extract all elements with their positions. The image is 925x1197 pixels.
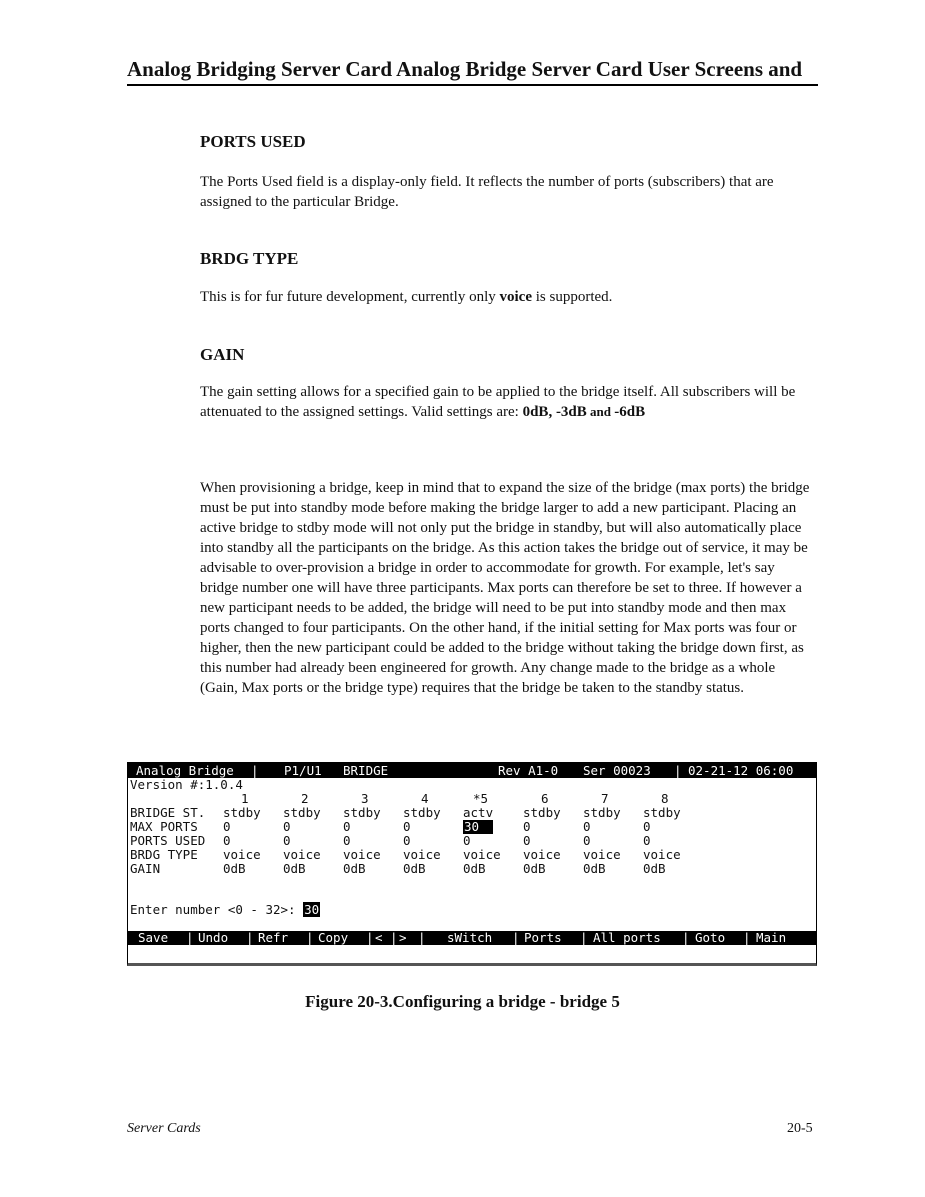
grid-cell: 0dB [523,861,546,876]
terminal-screen [127,762,817,966]
paragraph-brdg-type [200,287,612,307]
menu-item-prev[interactable]: < [375,930,383,945]
grid-cell: stdby [223,805,261,820]
gain-sep-1: , [548,404,556,420]
title-sep-1: | [251,763,259,778]
brdg-text-2: is supported. [532,289,613,305]
grid-cell: voice [523,847,561,862]
grid-cell: 0 [343,833,351,848]
terminal-version: Version #:1.0.4 [130,777,243,792]
grid-cell: stdby [283,805,321,820]
heading-brdg-type: BRDG TYPE [200,249,299,268]
grid-cell: 0dB [283,861,306,876]
title-rev: Rev A1-0 [498,763,559,778]
row-label: MAX PORTS [130,819,198,834]
menu-separator: | [580,930,588,945]
grid-cell: 0 [643,833,651,848]
menu-separator: | [186,930,194,945]
header-rule [127,84,818,86]
paragraph-ports-used: The Ports Used field is a display-only field. It reflects the number of ports (subscribers) that are assigned to the particular Bridge. [200,174,774,210]
menu-separator: | [682,930,690,945]
column-header-8: 8 [661,791,669,806]
grid-cell: 0 [583,833,591,848]
heading-ports-used: PORTS USED [200,132,306,151]
column-header-1: 1 [241,791,249,806]
grid-cell: 0dB [343,861,366,876]
grid-cell: stdby [343,805,381,820]
title-slot: P1/U1 [284,763,322,778]
menu-separator: | [743,930,751,945]
gain-6db: -6dB [614,404,646,420]
brdg-text-1: This is for fur future development, currently only [200,289,500,305]
menu-separator: | [390,930,398,945]
menu-separator: | [512,930,520,945]
column-header-2: 2 [301,791,309,806]
grid-cell: 0 [403,819,411,834]
grid-cell: 0dB [643,861,666,876]
paragraph-gain [200,382,815,422]
heading-gain: GAIN [200,345,245,364]
grid-cell: 0 [583,819,591,834]
grid-cell: 0 [643,819,651,834]
menu-separator: | [306,930,314,945]
title-ser: Ser 00023 [583,763,651,778]
grid-cell: 0dB [583,861,606,876]
row-label: GAIN [130,861,161,876]
grid-cell: voice [583,847,621,862]
menu-separator: | [246,930,254,945]
grid-cell: 0dB [223,861,246,876]
menu-item-switch[interactable]: sWitch [447,930,493,945]
gain-0db: 0dB [522,404,549,420]
menu-item-save[interactable]: Save [138,930,169,945]
grid-cell: 0 [223,819,231,834]
prompt-text: Enter number <0 - 32>: [130,902,296,917]
column-header-4: 4 [421,791,429,806]
title-sep-2: | [674,763,682,778]
grid-cell: stdby [583,805,621,820]
grid-cell: 0 [223,833,231,848]
gain-3db: -3dB [555,404,587,420]
terminal-prompt [130,903,320,917]
title-mode: BRIDGE [343,763,389,778]
grid-cell: voice [463,847,501,862]
grid-cell: actv [463,805,494,820]
grid-cell: stdby [523,805,561,820]
footer-section: Server Cards [127,1121,201,1136]
grid-cell: 0 [283,819,291,834]
footer-page-number: 20-5 [787,1121,813,1136]
brdg-voice: voice [499,289,532,305]
terminal-menu-bar [128,931,816,945]
menu-separator: | [366,930,374,945]
grid-cell: voice [283,847,321,862]
grid-cell: voice [403,847,441,862]
grid-cell: 0 [343,819,351,834]
title-analog-bridge: Analog Bridge [136,763,234,778]
grid-cell: 0 [523,819,531,834]
grid-cell: 0dB [463,861,486,876]
menu-item-copy[interactable]: Copy [318,930,349,945]
grid-cell: 0 [403,833,411,848]
row-label: PORTS USED [130,833,206,848]
paragraph-provisioning: When provisioning a bridge, keep in mind that to expand the size of the bridge (max ports) the bridge must be put into standby mode before making the bridge larger to add a new participant. Placing an active bridge to stdby mode will not only put the bridge in standby, but will also automatically place into standby all the participants on the bridge. As this action takes the bridge out of service, it may be advisable to over-provision a bridge in order to accommodate for growth. For example, let's say bridge number one will have three participants. Max ports can therefore be set to three. If however a new participant needs to be added, the bridge will need to be put into standby mode and then max ports changed to four participants. On the other hand, if the initial setting for Max ports was four or higher, then the new participant could be added to the bridge without taking the bridge down first, as this number had already been engineered for growth. Any change made to the bridge as a whole (Gain, Max ports or the bridge type) requires that the bridge be taken to the standby status. [200,480,810,696]
menu-separator: | [418,930,426,945]
menu-item-ports[interactable]: Ports [524,930,562,945]
grid-cell: voice [343,847,381,862]
grid-cell: voice [643,847,681,862]
column-header-6: 6 [541,791,549,806]
grid-cell: 0dB [403,861,426,876]
max-ports-selected-cell[interactable]: 30 [463,820,493,834]
row-label: BRIDGE ST. [130,805,206,820]
title-date: 02-21-12 06:00 [688,763,794,778]
grid-cell: stdby [643,805,681,820]
grid-cell: stdby [403,805,441,820]
menu-item-undo[interactable]: Undo [198,930,229,945]
menu-item-refr[interactable]: Refr [258,930,289,945]
grid-cell: 0 [523,833,531,848]
grid-cell: 0 [463,833,471,848]
grid-cell: 0 [283,833,291,848]
menu-item-goto[interactable]: Goto [695,930,726,945]
column-header-3: 3 [361,791,369,806]
gain-sep-2: and [586,404,615,419]
gain-text: The gain setting allows for a specified gain to be applied to the bridge itself. All subscribers will be attenuated to the assigned settings. Valid settings are: [200,384,796,420]
menu-item-main[interactable]: Main [756,930,787,945]
column-header-7: 7 [601,791,609,806]
menu-item-next[interactable]: > [399,930,407,945]
column-header-5: *5 [473,791,489,806]
figure-caption: Figure 20-3.Configuring a bridge - bridge 5 [305,992,620,1011]
row-label: BRDG TYPE [130,847,198,862]
menu-item-all-ports[interactable]: All ports [593,930,661,945]
page-header: Analog Bridging Server Card Analog Bridge Server Card User Screens and [127,57,803,81]
prompt-input[interactable]: 30 [304,902,320,917]
grid-cell: voice [223,847,261,862]
terminal-title-bar [128,763,816,778]
